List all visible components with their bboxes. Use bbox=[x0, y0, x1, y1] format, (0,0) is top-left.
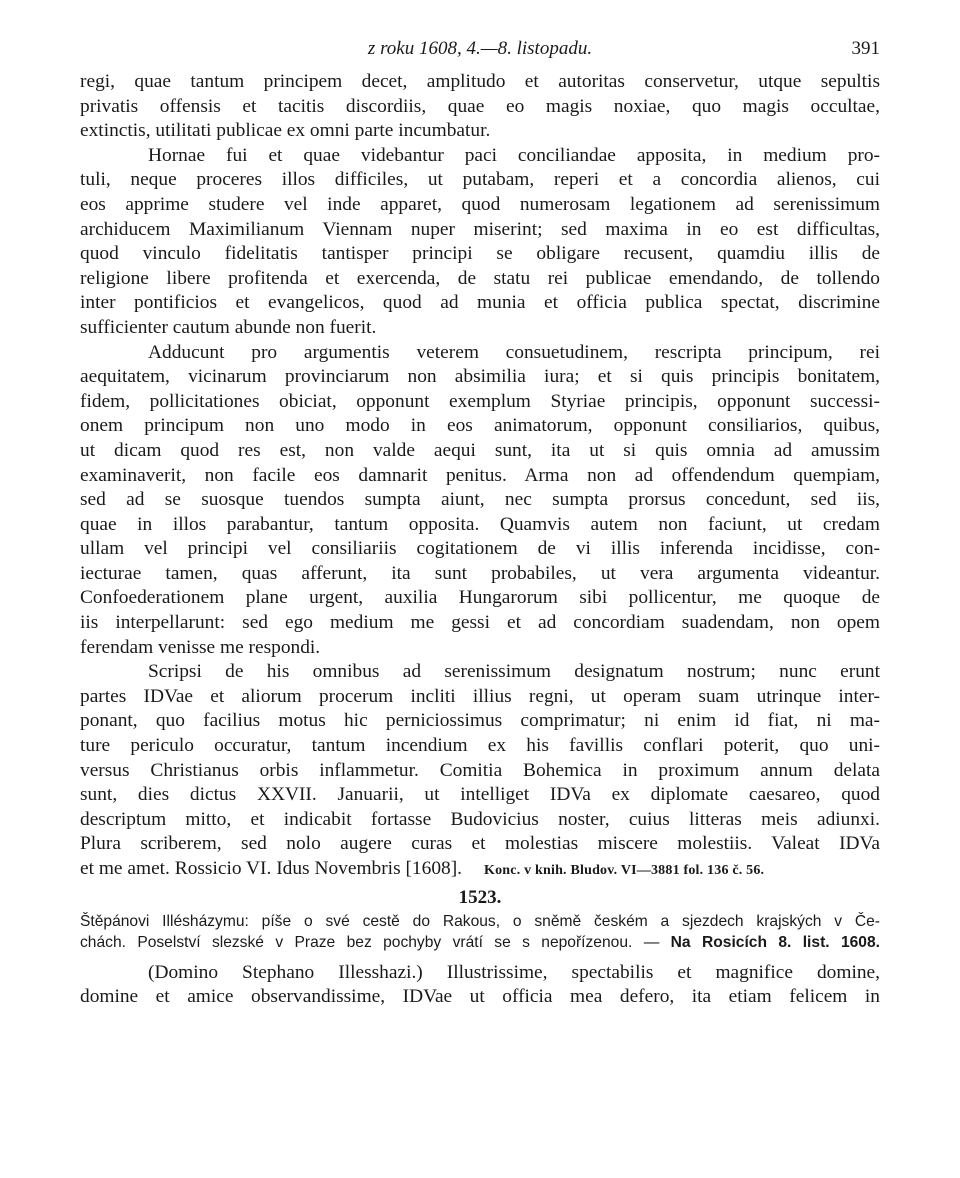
page-header bbox=[80, 36, 880, 70]
text-line: ture periculo occuratur, tantum incendium ex his favillis conflari poterit, quo uni- bbox=[80, 735, 880, 757]
summary-line-2 bbox=[80, 932, 880, 953]
text-line: iecturae tamen, quas afferunt, ita sunt probabiles, ut vera argumenta videantur. bbox=[80, 562, 880, 584]
text-line: Hornae fui et quae videbantur paci conciliandae apposita, in medium pro- bbox=[148, 144, 880, 166]
text-line: ferendam venisse me respondi. bbox=[80, 636, 321, 658]
text-line: iis interpellarunt: sed ego medium me gessi et ad concordiam suadendam, non opem bbox=[80, 612, 880, 634]
letter-body bbox=[80, 70, 880, 882]
closing-line bbox=[80, 857, 880, 882]
text-line: religione libere profitenda et exercenda, de statu rei publicae emendando, de tollendo bbox=[80, 267, 880, 289]
running-title: z roku 1608, 4.—8. listopadu. bbox=[367, 38, 593, 59]
summary-text: chách. Poselství slezské v Praze bez pochyby vrátí se s nepořízenou. — bbox=[80, 933, 660, 951]
summary-place-date: Na Rosicích 8. list. 1608. bbox=[670, 933, 880, 951]
text-line: onem principum non uno modo in eos animatorum, opponunt consiliarios, quibus, bbox=[80, 415, 880, 437]
text-line: aequitatem, vicinarum provinciarum non absimilia iura; et si quis principis bonitatem, bbox=[80, 366, 880, 388]
text-line: ullam vel principi vel consiliariis cogitationem de vi illis inferenda incidisse, con- bbox=[80, 538, 880, 560]
text-line: eos apprime studere vel inde apparet, quod numerosam legationem ad serenissimum bbox=[80, 193, 880, 215]
text-line: quod vinculo fidelitatis tantisper principi se obligare recusent, quamdiu illis de bbox=[80, 243, 880, 265]
text-line: sed ad se suosque tuendos sumpta aiunt, nec sumpta prorsus concedunt, sed iis, bbox=[80, 489, 880, 511]
text-line: Confoederationem plane urgent, auxilia Hungarorum sibi pollicentur, me quoque de bbox=[80, 587, 880, 609]
text-line: domine et amice observandissime, IDVae ut officia mea defero, ita etiam felicem in bbox=[80, 986, 880, 1008]
text-line: sunt, dies dictus XXVII. Januarii, ut intelliget IDVa ex diplomate caesareo, quod bbox=[80, 784, 880, 806]
source-citation: Konc. v knih. Bludov. VI—3881 fol. 136 č. 56. bbox=[484, 863, 765, 878]
document-page bbox=[80, 36, 880, 1010]
next-letter bbox=[80, 961, 880, 1010]
text-line: Adducunt pro argumentis veterem consuetudinem, rescripta principum, rei bbox=[148, 341, 880, 363]
document-number: 1523. bbox=[458, 886, 502, 908]
text-line: versus Christianus orbis inflammetur. Comitia Bohemica in proximum annum delata bbox=[80, 759, 880, 781]
text-line: extinctis, utilitati publicae ex omni parte incumbatur. bbox=[80, 120, 491, 142]
text-line: Scripsi de his omnibus ad serenissimum designatum nostrum; nunc erunt bbox=[148, 661, 880, 683]
document-summary bbox=[80, 911, 880, 953]
text-line: partes IDVae et aliorum procerum incliti illius regni, ut operam suam utrinque inter- bbox=[80, 685, 880, 707]
text-line: descriptum mitto, et indicabit fortasse Budovicius noster, cuius litteras meis adiunxi. bbox=[80, 808, 880, 830]
text-line: fidem, pollicitationes obiciat, opponunt exemplum Styriae principis, opponunt successi- bbox=[80, 390, 880, 412]
closing-text: et me amet. Rossicio VI. Idus Novembris [1608]. bbox=[80, 858, 463, 879]
text-line: ponant, quo facilius motus hic perniciossimus comprimatur; ni enim id fiat, ni ma- bbox=[80, 710, 880, 732]
text-line: Plura scriberem, sed nolo augere curas et molestias miscere molestiis. Valeat IDVa bbox=[80, 833, 880, 855]
text-line: regi, quae tantum principem decet, amplitudo et autoritas conservetur, utque sepultis bbox=[80, 71, 880, 92]
summary-line: Štěpánovi Illésházymu: píše o své cestě do Rakous, o sněmě českém a sjezdech krajských v Če- bbox=[80, 912, 880, 930]
text-line: quae in illos parabantur, tantum opposita. Quamvis autem non faciunt, ut credam bbox=[80, 513, 880, 535]
page-number: 391 bbox=[851, 38, 880, 59]
text-line: archiducem Maximilianum Viennam nuper miserint; sed maxima in eo est difficultas, bbox=[80, 218, 880, 240]
text-line: examinaverit, non facile eos damnarit penitus. Arma non ad offendendum quempiam, bbox=[80, 464, 880, 486]
text-line: inter pontificios et evangelicos, quod ad munia et officia publica spectat, discrimine bbox=[80, 292, 880, 314]
text-line: (Domino Stephano Illesshazi.) Illustrissime, spectabilis et magnifice domine, bbox=[148, 961, 880, 983]
text-line: ut dicam quod res est, non valde aequi sunt, ita ut si quis omnia ad amussim bbox=[80, 439, 880, 461]
text-line: sufficienter cautum abunde non fuerit. bbox=[80, 316, 377, 338]
text-line: privatis offensis et tacitis discordiis, quae eo magis noxiae, quo magis occultae, bbox=[80, 95, 880, 117]
text-line: tuli, neque proceres illos difficiles, ut putabam, reperi et a concordia alienos, cui bbox=[80, 169, 880, 191]
